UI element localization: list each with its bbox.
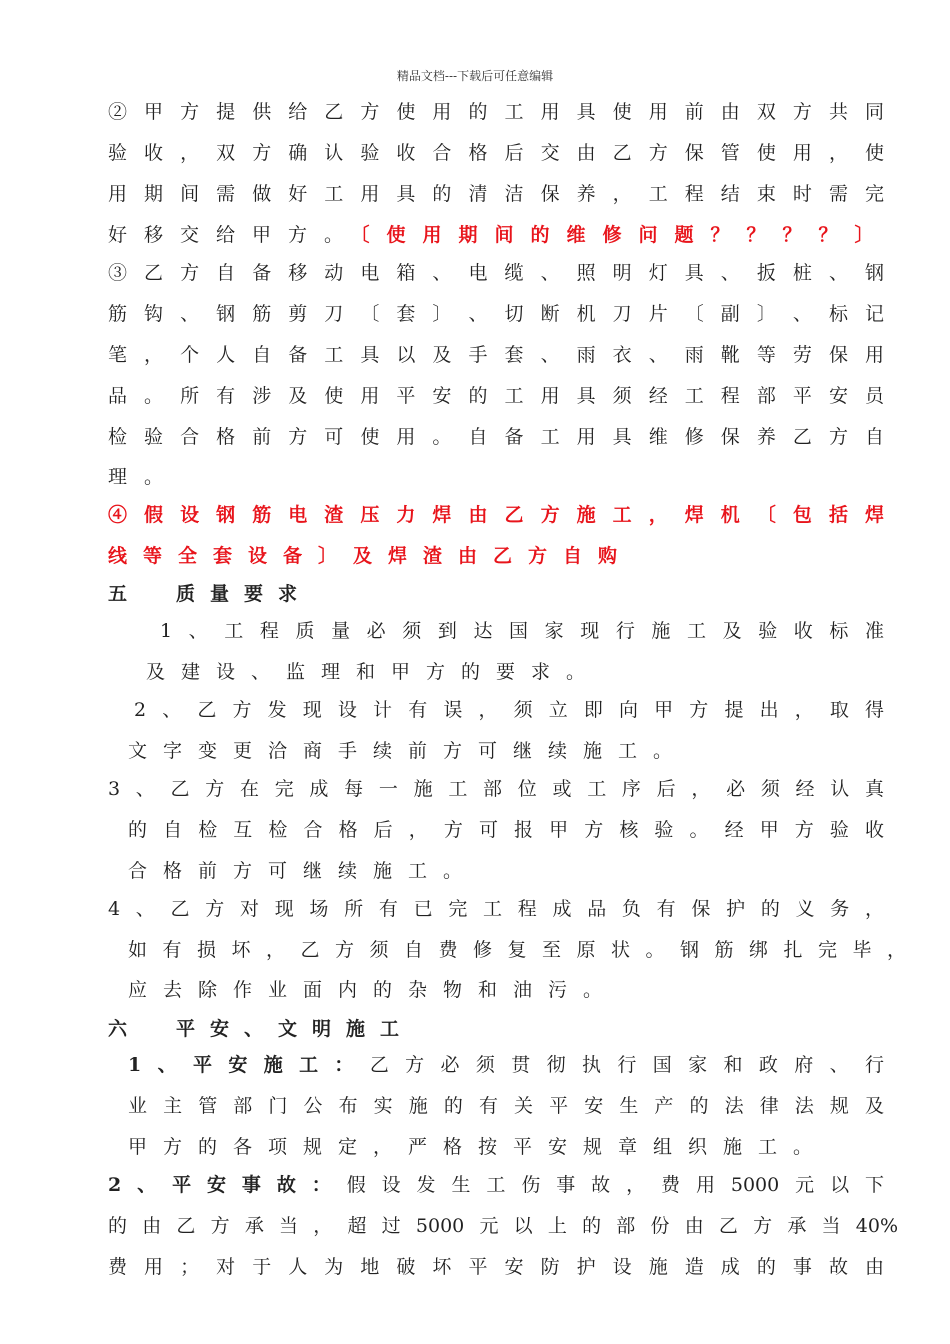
bold-label: 1、平安施工：	[128, 1054, 370, 1076]
paragraph-line: 4​、​乙​方​对​现​场​所​有​已​完​工​程​成​品​负​有​保​护​的​义​务​，	[108, 898, 884, 920]
paragraph-line: 检​验​合​格​前​方​可​使​用​。​自​备​工​用​具​维​修​保​养​乙​方​自	[108, 426, 884, 448]
paragraph-line: 文字变更洽商手续前方可继续施工。	[128, 740, 689, 762]
bold-label: 2、平安事故：	[108, 1174, 347, 1196]
paragraph-line: ③​乙​方​自​备​移​动​电​箱​、​电​缆​、​照​明​灯​具​、​扳​桩​、​钢	[108, 262, 884, 284]
paragraph-text: 乙方必须贯彻执行国家和政府、行	[369, 1054, 884, 1076]
page-header: 精品文档---下载后可任意编辑	[396, 69, 554, 83]
paragraph-line: 笔​，​个​人​自​备​工​具​以​及​手​套​、​雨​衣​、​雨​靴​等​劳​保​用	[108, 344, 884, 366]
paragraph-line: 用​期​间​需​做​好​工​用​具​的​清​洁​保​养​，​工​程​结​束​时​需​完	[108, 183, 884, 205]
paragraph-line: 如​有​损​坏​，​乙​方​须​自​费​修​复​至​原​状​。​钢​筋​绑​扎​完​毕​，	[128, 939, 906, 961]
red-note: 〔使用期间的维修问题？？？？〕	[360, 224, 891, 246]
paragraph-line: 甲方的各项规定，严格按平安规章组织施工。	[128, 1136, 829, 1158]
section-heading: 六 平安、文明施工	[108, 1018, 415, 1040]
paragraph-line: 2​、​乙​方​发​现​设​计​有​误​，​须​立​即​向​甲​方​提​出​，​取​得	[134, 699, 884, 721]
paragraph-line	[108, 223, 891, 247]
paragraph-text: 假设发生工伤事故，费用5000元以下	[346, 1174, 884, 1196]
paragraph-line	[108, 1173, 884, 1197]
paragraph-line: ②​甲​方​提​供​给​乙​方​使​用​的​工​用​具​使​用​前​由​双​方​共​同	[108, 101, 884, 123]
paragraph-line: 理。	[108, 466, 181, 488]
red-paragraph-line: ④​假​设​钢​筋​电​渣​压​力​焊​由​乙​方​施​工​，​焊​机​〔​包​括​焊	[108, 504, 884, 526]
paragraph-line: 品​。​所​有​涉​及​使​用​平​安​的​工​用​具​须​经​工​程​部​平​安​员	[108, 385, 884, 407]
section-heading: 五 质量要求	[108, 583, 313, 605]
paragraph-line: 验​收​，​双​方​确​认​验​收​合​格​后​交​由​乙​方​保​管​使​用​，​使	[108, 142, 884, 164]
paragraph-line: 筋​钩​、​钢​筋​剪​刀​〔​套​〕​、​切​断​机​刀​片​〔​副​〕​、​标​记	[108, 303, 884, 325]
paragraph-text: 好移交给甲方。	[108, 224, 361, 246]
paragraph-line: 费​用​；​对​于​人​为​地​破​坏​平​安​防​护​设​施​造​成​的​事​故​由	[108, 1256, 884, 1278]
paragraph-line: 的​由​乙​方​承​当​，​超​过​5​0​0​0​元​以​上​的​部​份​由​乙​方​承​当​4​0​%	[108, 1215, 898, 1237]
paragraph-line: 合格前方可继续施工。	[128, 860, 479, 882]
paragraph-line: 及建设、监理和甲方的要求。	[146, 661, 602, 683]
paragraph-line: 1​、​工​程​质​量​必​须​到​达​国​家​现​行​施​工​及​验​收​标​准	[160, 620, 884, 642]
red-paragraph-line: 线等全套设备〕及焊渣由乙方自购	[108, 545, 634, 567]
paragraph-line: 3​、​乙​方​在​完​成​每​一​施​工​部​位​或​工​序​后​，​必​须​经​认​真	[108, 778, 884, 800]
paragraph-line: 的​自​检​互​检​合​格​后​，​方​可​报​甲​方​核​验​。​经​甲​方​验​收	[128, 819, 884, 841]
paragraph-line: 业​主​管​部​门​公​布​实​施​的​有​关​平​安​生​产​的​法​律​法​规​及	[128, 1095, 884, 1117]
paragraph-line: 应去除作业面内的杂物和油污。	[128, 979, 619, 1001]
paragraph-line	[128, 1053, 884, 1077]
